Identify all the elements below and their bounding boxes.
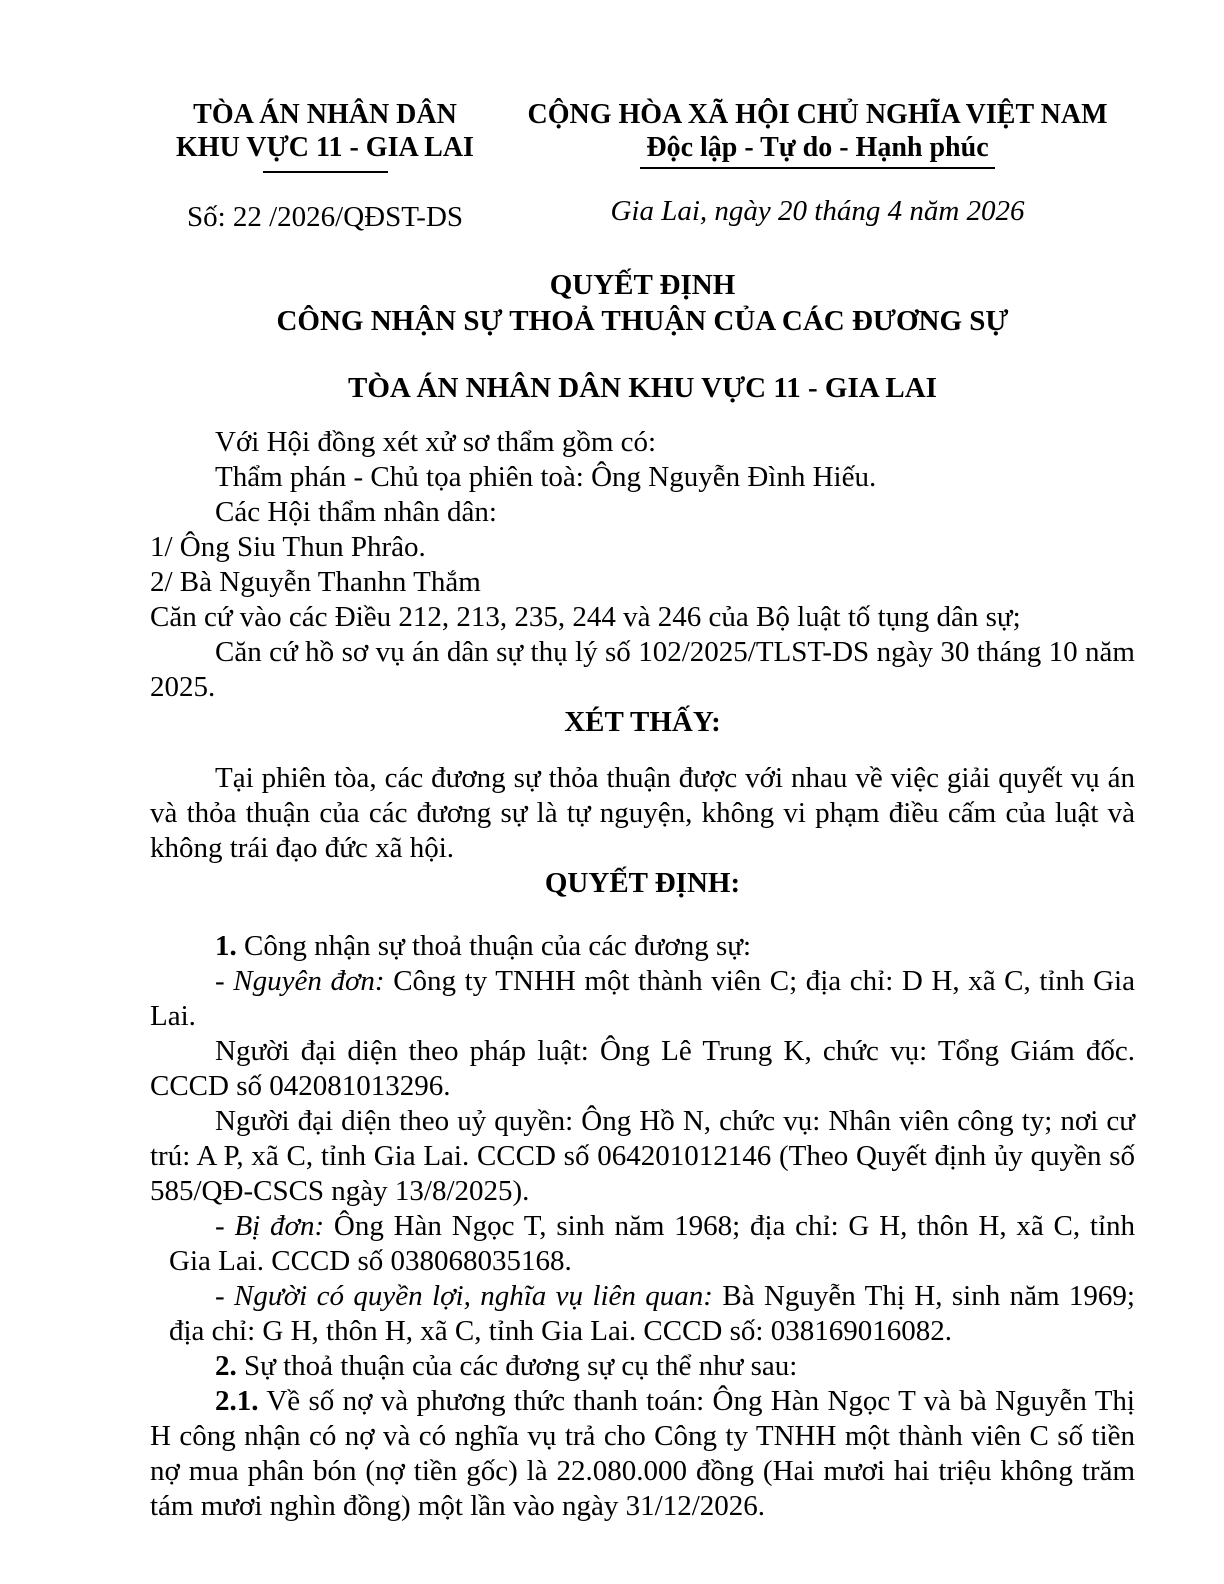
motto-line-wrap (500, 131, 1135, 169)
related-party-text: Bà Nguyễn Thị H, sinh năm 1969; địa chỉ: G H, thôn H, xã C, tỉnh Gia Lai. CCCD số: 038169016082. (169, 1280, 1135, 1347)
related-party-label: Người có quyền lợi, nghĩa vụ liên quan: (234, 1280, 713, 1312)
assessor-1: 1/ Ông Siu Thun Phrâo. (150, 531, 426, 563)
decision-point-1 (150, 929, 1135, 964)
issuing-court-block (150, 98, 500, 235)
decision-title-block (150, 267, 1135, 339)
document-header (150, 98, 1135, 235)
legal-basis-case-file: Căn cứ hồ sơ vụ án dân sự thụ lý số 102/2025/TLST-DS ngày 30 tháng 10 năm 2025. (150, 636, 1135, 703)
decision-point-2-1 (150, 1384, 1135, 1524)
legal-basis-articles: Căn cứ vào các Điều 212, 213, 235, 244 và 246 của Bộ luật tố tụng dân sự; (150, 601, 1021, 633)
court-name-rule (263, 171, 388, 173)
authorized-representative-paragraph: Người đại diện theo uỷ quyền: Ông Hồ N, chức vụ: Nhân viên công ty; nơi cư trú: A P, xã C, tỉnh Gia Lai. CCCD số 064201012146 (Theo Quyết định ủy quyền số 585/QĐ-CSCS ngày 13/8/2025). (150, 1105, 1135, 1207)
court-name-line1: TÒA ÁN NHÂN DÂN (193, 99, 457, 130)
decision-point-2-1-number: 2.1. (215, 1385, 259, 1417)
place-date-line: Gia Lai, ngày 20 tháng 4 năm 2026 (610, 195, 1025, 227)
national-motto-block (500, 98, 1135, 229)
national-header-line: CỘNG HÒA XÃ HỘI CHỦ NGHĨA VIỆT NAM (527, 99, 1108, 130)
related-party-paragraph (150, 1279, 1135, 1349)
decision-point-2-number: 2. (215, 1350, 237, 1382)
decision-point-2-text: Sự thoả thuận của các đương sự cụ thể như sau: (236, 1350, 798, 1382)
finding-paragraph: Tại phiên tòa, các đương sự thỏa thuận được với nhau về việc giải quyết vụ án và thỏa thuận của các đương sự là tự nguyện, không vi phạm điều cấm của luật và không trái đạo đức xã hội. (150, 762, 1135, 864)
assessor-2: 2/ Bà Nguyễn Thanhn Thắm (150, 566, 481, 598)
heading-xet-thay: XÉT THẤY: (564, 706, 721, 738)
decision-point-1-text: Công nhận sự thoả thuận của các đương sự: (236, 930, 752, 962)
panel-assessors-label: Các Hội thẩm nhân dân: (215, 496, 497, 528)
plaintiff-dash: - (215, 965, 234, 997)
plaintiff-text: Công ty TNHH một thành viên C; địa chỉ: D H, xã C, tỉnh Gia Lai. (150, 965, 1135, 1032)
defendant-dash: - (215, 1210, 235, 1242)
related-party-dash: - (215, 1280, 235, 1312)
defendant-text: Ông Hàn Ngọc T, sinh năm 1968; địa chỉ: G H, thôn H, xã C, tỉnh Gia Lai. CCCD số 038068035168. (169, 1210, 1135, 1277)
deciding-court-heading: TÒA ÁN NHÂN DÂN KHU VỰC 11 - GIA LAI (348, 372, 937, 404)
court-name-line2: KHU VỰC 11 - GIA LAI (176, 132, 474, 163)
plaintiff-label: Nguyên đơn: (233, 965, 385, 997)
defendant-paragraph (150, 1209, 1135, 1279)
decision-point-2-1-text: Về số nợ và phương thức thanh toán: Ông Hàn Ngọc T và bà Nguyễn Thị H công nhận có nợ và có nghĩa vụ trả cho Công ty TNHH một thành viên C số tiền nợ mua phân bón (nợ tiền gốc) là 22.080.000 đồng (Hai mươi hai triệu không trăm tám mươi nghìn đồng) một lần vào ngày 31/12/2026. (150, 1385, 1135, 1522)
decision-title-line1: QUYẾT ĐỊNH (549, 269, 736, 301)
legal-representative-paragraph: Người đại diện theo pháp luật: Ông Lê Trung K, chức vụ: Tổng Giám đốc. CCCD số 042081013296. (150, 1035, 1135, 1102)
decision-point-2 (150, 1349, 1135, 1384)
defendant-label: Bị đơn: (234, 1210, 325, 1242)
heading-quyet-dinh: QUYẾT ĐỊNH: (544, 867, 741, 899)
panel-intro: Với Hội đồng xét xử sơ thẩm gồm có: (215, 426, 657, 458)
plaintiff-paragraph (150, 964, 1135, 1034)
decision-title-line2: CÔNG NHẬN SỰ THOẢ THUẬN CỦA CÁC ĐƯƠNG SỰ (276, 305, 1009, 337)
motto-line: Độc lập - Tự do - Hạnh phúc (640, 131, 994, 169)
decision-point-1-number: 1. (215, 930, 237, 962)
document-number: Số: 22 /2026/QĐST-DS (186, 201, 464, 233)
panel-judge: Thẩm phán - Chủ tọa phiên toà: Ông Nguyễn Đình Hiếu. (215, 461, 877, 493)
